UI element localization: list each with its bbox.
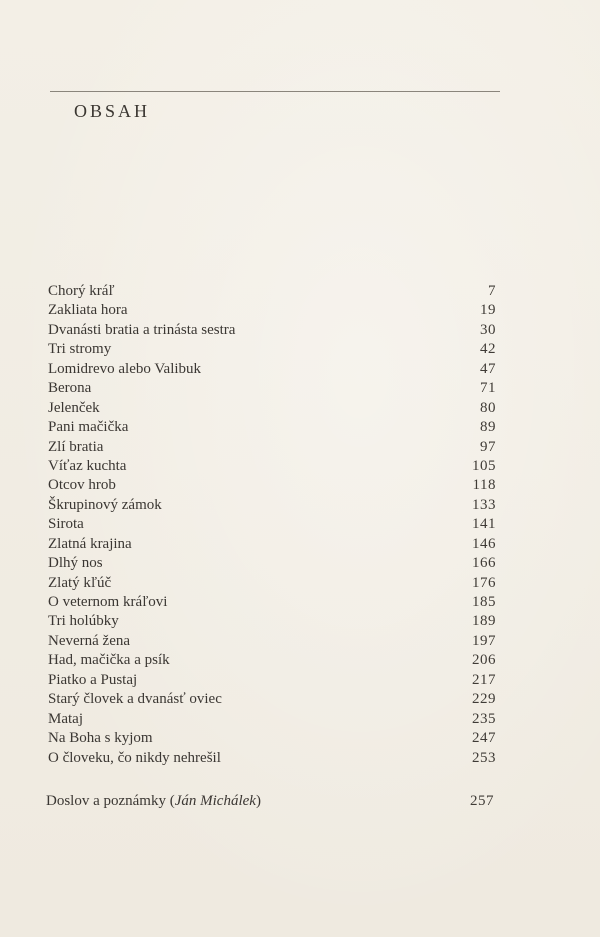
- toc-entry: [48, 301, 496, 320]
- toc-entry: [48, 574, 496, 593]
- toc-entry-title: Sirota: [48, 516, 84, 533]
- toc-entry: [48, 476, 496, 495]
- toc-entry-page: 30: [480, 321, 496, 338]
- toc-entry-page: 197: [472, 632, 496, 649]
- toc-entry-title: Jelenček: [48, 399, 100, 416]
- toc-entry-title: Dlhý nos: [48, 555, 103, 572]
- toc-entry: [48, 379, 496, 398]
- toc-entry-page: 176: [472, 574, 496, 591]
- afterword-label: Doslov a poznámky (Ján Michálek): [46, 793, 261, 809]
- toc-entry: [48, 651, 496, 670]
- toc-entry-title: Mataj: [48, 710, 83, 727]
- toc-entry-page: 47: [480, 360, 496, 377]
- toc-entry-page: 247: [472, 730, 496, 747]
- afterword-page: 257: [470, 793, 494, 809]
- toc-entry-page: 185: [472, 594, 496, 610]
- toc-entry: [48, 612, 496, 631]
- toc-entry: [48, 690, 496, 709]
- toc-entry-page: 105: [472, 457, 496, 474]
- toc-entry-title: O veternom kráľovi: [48, 594, 168, 610]
- toc-entry-page: 89: [480, 419, 496, 436]
- toc-entry-title: Starý človek a dvanásť oviec: [48, 691, 222, 708]
- toc-entry: [48, 496, 496, 515]
- toc-entry-title: Zlatná krajina: [48, 535, 132, 552]
- toc-entry: [48, 671, 496, 690]
- toc-entry-title: Berona: [48, 380, 92, 397]
- toc-entry-title: Tri holúbky: [48, 613, 119, 630]
- toc-entry-page: 118: [472, 477, 496, 494]
- toc-entry-title: O človeku, čo nikdy nehrešil: [48, 749, 221, 766]
- toc-entry-title: Na Boha s kyjom: [48, 730, 153, 747]
- toc-entry-page: 7: [488, 283, 496, 299]
- toc-entry: [48, 729, 496, 748]
- toc-entry: [48, 632, 496, 651]
- toc-entry-page: 189: [472, 613, 496, 630]
- toc-entry-title: Pani mačička: [48, 419, 129, 436]
- toc-entry-title: Otcov hrob: [48, 477, 116, 494]
- toc-entry-page: 141: [472, 516, 496, 533]
- toc-entry-page: 97: [480, 438, 496, 455]
- toc-entry-title: Zlí bratia: [48, 438, 104, 455]
- toc-entry-title: Dvanásti bratia a trinásta sestra: [48, 321, 236, 338]
- toc-entry: [48, 515, 496, 534]
- toc-entry-page: 71: [480, 380, 496, 397]
- afterword-title: Doslov a poznámky: [46, 793, 166, 809]
- toc-entry: [48, 321, 496, 340]
- toc-entry: [48, 593, 496, 612]
- toc-entry: [48, 282, 496, 301]
- toc-entry-title: Lomidrevo alebo Valibuk: [48, 360, 202, 377]
- page-title: OBSAH: [74, 101, 151, 121]
- toc-entry-page: 235: [472, 710, 496, 727]
- toc-entry: [48, 340, 496, 359]
- toc-entry-title: Zlatý kľúč: [48, 574, 112, 591]
- toc-entry: [48, 360, 496, 379]
- toc-entry-page: 42: [480, 341, 496, 358]
- toc-entry: [48, 710, 496, 729]
- toc-entry-title: Víťaz kuchta: [48, 457, 127, 474]
- toc-entry: [48, 554, 496, 573]
- toc-entry-page: 166: [472, 555, 496, 572]
- toc-entry: [48, 457, 496, 476]
- toc-entry-title: Zakliata hora: [48, 302, 128, 319]
- toc-entry-page: 206: [472, 652, 496, 669]
- toc-entry-title: Tri stromy: [48, 341, 112, 358]
- toc-entry-title: Had, mačička a psík: [48, 652, 170, 669]
- table-of-contents: [48, 282, 496, 768]
- toc-entry-page: 229: [472, 691, 496, 708]
- toc-entry-page: 146: [472, 535, 496, 552]
- toc-entry-page: 253: [472, 749, 496, 766]
- toc-entry-page: 217: [472, 671, 496, 688]
- afterword-entry: [46, 792, 494, 811]
- top-rule: [50, 91, 500, 92]
- toc-entry-page: 19: [480, 302, 496, 319]
- toc-entry-title: Neverná žena: [48, 632, 131, 649]
- toc-entry-page: 80: [480, 399, 496, 416]
- afterword-author: Ján Michálek: [174, 793, 256, 809]
- toc-entry-page: 133: [472, 496, 496, 513]
- toc-entry: [48, 749, 496, 768]
- toc-entry-title: Škrupinový zámok: [48, 496, 162, 513]
- toc-entry-title: Piatko a Pustaj: [48, 671, 138, 688]
- toc-entry: [48, 438, 496, 457]
- toc-entry: [48, 399, 496, 418]
- toc-entry-title: Chorý kráľ: [48, 283, 115, 299]
- toc-entry: [48, 535, 496, 554]
- toc-entry: [48, 418, 496, 437]
